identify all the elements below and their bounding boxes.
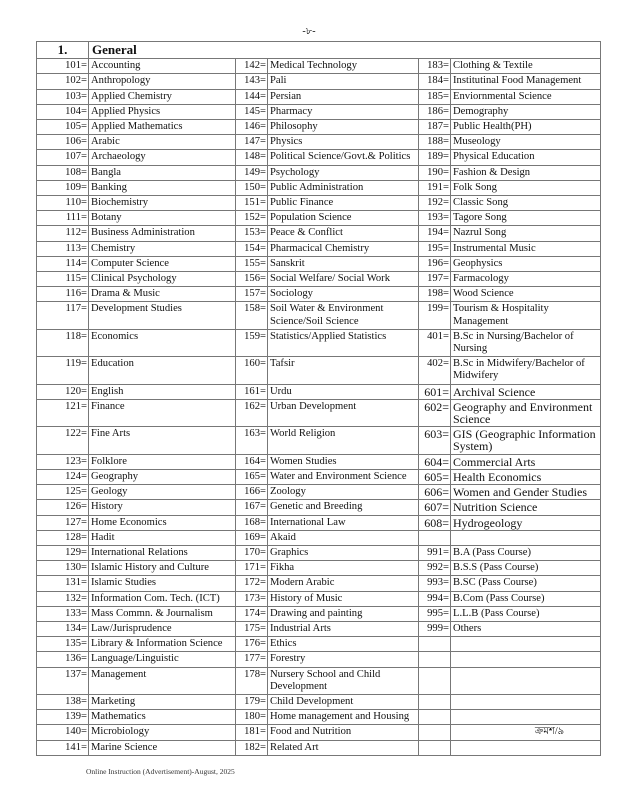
table-row [37,561,601,576]
subject-name [451,710,601,725]
subject-code: 167= [236,500,268,515]
subject-name: Information Com. Tech. (ICT) [89,591,236,606]
subject-name: Physical Education [451,150,601,165]
subject-code: 153= [236,226,268,241]
subject-code: 109= [37,180,89,195]
table-row [37,74,601,89]
table-row [37,226,601,241]
subject-code: 148= [236,150,268,165]
subject-code: 102= [37,74,89,89]
table-row [37,59,601,74]
subject-name: Psychology [268,165,419,180]
subject-code: 188= [419,135,451,150]
subject-code: 162= [236,399,268,426]
subject-name: Public Finance [268,196,419,211]
section-title: General [89,42,601,59]
table-row [37,485,601,500]
subject-name: Development Studies [89,302,236,329]
subject-code: 152= [236,211,268,226]
subject-name: GIS (Geographic Information System) [451,427,601,454]
table-row [37,725,601,740]
subject-name: B.SC (Pass Course) [451,576,601,591]
table-row [37,89,601,104]
subject-name: Accounting [89,59,236,74]
subject-code: 193= [419,211,451,226]
subject-code: 104= [37,104,89,119]
subject-code: 169= [236,530,268,545]
subject-code: 197= [419,272,451,287]
table-row [37,302,601,329]
subject-name: Genetic and Breeding [268,500,419,515]
subject-name: Graphics [268,545,419,560]
subject-name: Medical Technology [268,59,419,74]
subject-name: Sanskrit [268,256,419,271]
subject-name: Instrumental Music [451,241,601,256]
subject-name: Related Art [268,740,419,755]
subject-name: International Law [268,515,419,530]
subject-code: 142= [236,59,268,74]
table-row [37,576,601,591]
table-row [37,256,601,271]
subject-code: 992= [419,561,451,576]
subject-code: 135= [37,637,89,652]
subject-name: Anthropology [89,74,236,89]
subject-name: Hydrogeology [451,515,601,530]
subject-code: 127= [37,515,89,530]
subject-code: 164= [236,454,268,469]
subject-code: 120= [37,384,89,399]
subject-code: 194= [419,226,451,241]
subject-name: Health Economics [451,469,601,484]
subject-name: Biochemistry [89,196,236,211]
subject-code: 174= [236,606,268,621]
table-row [37,180,601,195]
table-row [37,357,601,384]
subject-code: 604= [419,454,451,469]
subject-code [419,710,451,725]
subject-code [419,740,451,755]
subject-name: Library & Information Science [89,637,236,652]
subject-code: 108= [37,165,89,180]
subject-code: 605= [419,469,451,484]
subject-code: 137= [37,667,89,694]
table-row [37,621,601,636]
subject-code: 119= [37,357,89,384]
table-row [37,399,601,426]
subject-name: Demography [451,104,601,119]
subject-name: Urdu [268,384,419,399]
subject-name [451,637,601,652]
subject-code: 186= [419,104,451,119]
subject-code: 602= [419,399,451,426]
subject-name: Applied Mathematics [89,120,236,135]
subject-code: 182= [236,740,268,755]
subject-code: 177= [236,652,268,667]
subject-code: 111= [37,211,89,226]
subject-code: 154= [236,241,268,256]
subject-name: Archaeology [89,150,236,165]
subject-name: Microbiology [89,725,236,740]
subject-name: Marketing [89,694,236,709]
subject-code: 999= [419,621,451,636]
subject-code: 198= [419,287,451,302]
subject-name: English [89,384,236,399]
subject-code: 103= [37,89,89,104]
subject-code: 133= [37,606,89,621]
subject-name: Nursery School and Child Development [268,667,419,694]
subject-name: Sociology [268,287,419,302]
subject-name: Geography and Environment Science [451,399,601,426]
subject-name: Social Welfare/ Social Work [268,272,419,287]
subject-name: Geography [89,469,236,484]
subject-code: 178= [236,667,268,694]
table-row [37,637,601,652]
subject-name: Management [89,667,236,694]
subject-code [419,725,451,740]
subject-code: 146= [236,120,268,135]
subject-name: Drama & Music [89,287,236,302]
subject-code: 155= [236,256,268,271]
subject-code: 173= [236,591,268,606]
subject-name: B.A (Pass Course) [451,545,601,560]
subject-name: Women and Gender Studies [451,485,601,500]
subject-code: 147= [236,135,268,150]
subject-code: 115= [37,272,89,287]
subject-name: History of Music [268,591,419,606]
subject-code: 991= [419,545,451,560]
subject-name: Modern Arabic [268,576,419,591]
table-row [37,287,601,302]
subject-code: 122= [37,427,89,454]
subject-code: 183= [419,59,451,74]
subject-name [451,725,601,740]
table-row [37,211,601,226]
subject-code: 168= [236,515,268,530]
subject-name: Pharmacy [268,104,419,119]
subject-name: Drawing and painting [268,606,419,621]
subject-code: 195= [419,241,451,256]
table-row [37,272,601,287]
subject-code: 993= [419,576,451,591]
subject-name: Geology [89,485,236,500]
subject-name: Finance [89,399,236,426]
subject-name: Home Economics [89,515,236,530]
subject-name: B.S.S (Pass Course) [451,561,601,576]
subject-code: 113= [37,241,89,256]
subject-code: 163= [236,427,268,454]
table-row [37,469,601,484]
subject-name: Tafsir [268,357,419,384]
subject-code [419,652,451,667]
subject-name: Marine Science [89,740,236,755]
subject-code: 116= [37,287,89,302]
subject-name: Nazrul Song [451,226,601,241]
subject-code: 156= [236,272,268,287]
subject-name: Public Administration [268,180,419,195]
subject-name: B.Sc in Nursing/Bachelor of Nursing [451,329,601,356]
section-number: 1. [37,42,89,59]
subject-code: 172= [236,576,268,591]
subject-code: 144= [236,89,268,104]
subject-name [451,652,601,667]
subject-name: Archival Science [451,384,601,399]
subject-name: Folklore [89,454,236,469]
table-row [37,135,601,150]
subject-name: Statistics/Applied Statistics [268,329,419,356]
subject-code: 128= [37,530,89,545]
subject-name: Education [89,357,236,384]
table-row [37,241,601,256]
subject-name: International Relations [89,545,236,560]
subject-code: 402= [419,357,451,384]
subject-name: Clinical Psychology [89,272,236,287]
subject-name: Museology [451,135,601,150]
subject-name: Islamic History and Culture [89,561,236,576]
subject-code: 157= [236,287,268,302]
subject-name: Fine Arts [89,427,236,454]
subject-name: Fashion & Design [451,165,601,180]
table-row [37,591,601,606]
subject-code: 176= [236,637,268,652]
subject-name: Law/Jurisprudence [89,621,236,636]
table-row [37,515,601,530]
subject-name: Women Studies [268,454,419,469]
subject-code: 129= [37,545,89,560]
subject-name: Institutinal Food Management [451,74,601,89]
subject-code: 138= [37,694,89,709]
subject-name: Nutrition Science [451,500,601,515]
subject-name: Hadit [89,530,236,545]
table-row [37,500,601,515]
subject-code: 141= [37,740,89,755]
subject-code: 184= [419,74,451,89]
subject-name: Bangla [89,165,236,180]
subject-name: Public Health(PH) [451,120,601,135]
subject-code: 151= [236,196,268,211]
table-row [37,545,601,560]
subject-code: 139= [37,710,89,725]
subject-name: Folk Song [451,180,601,195]
table-row [37,606,601,621]
subject-name: Banking [89,180,236,195]
subject-name: Population Science [268,211,419,226]
subject-code: 601= [419,384,451,399]
subject-code: 150= [236,180,268,195]
subject-code: 994= [419,591,451,606]
subject-code: 134= [37,621,89,636]
subject-code: 401= [419,329,451,356]
subject-code: 126= [37,500,89,515]
table-row [37,652,601,667]
subject-code: 131= [37,576,89,591]
subject-code: 185= [419,89,451,104]
table-row [37,530,601,545]
subject-name: B.Sc in Midwifery/Bachelor of Midwifery [451,357,601,384]
subject-name: Zoology [268,485,419,500]
subject-name [451,667,601,694]
subject-name: Political Science/Govt.& Politics [268,150,419,165]
subject-name: Botany [89,211,236,226]
subject-code: 118= [37,329,89,356]
subject-name: Peace & Conflict [268,226,419,241]
subject-name: Forestry [268,652,419,667]
subject-name: Enviornmental Science [451,89,601,104]
table-row [37,150,601,165]
table-row [37,196,601,211]
subject-name: Business Administration [89,226,236,241]
subject-name: Tagore Song [451,211,601,226]
subject-code: 114= [37,256,89,271]
footer-text: Online Instruction (Advertisement)-August, 2025 [86,767,235,776]
subject-name: B.Com (Pass Course) [451,591,601,606]
subject-name: Physics [268,135,419,150]
subject-code: 132= [37,591,89,606]
table-row [37,740,601,755]
subject-code: 606= [419,485,451,500]
subject-name: Mathematics [89,710,236,725]
subject-code: 607= [419,500,451,515]
subject-name: Geophysics [451,256,601,271]
subject-code: 124= [37,469,89,484]
table-row [37,165,601,180]
subject-name: Others [451,621,601,636]
subject-name: Farmacology [451,272,601,287]
subject-name: Applied Chemistry [89,89,236,104]
subject-code: 136= [37,652,89,667]
subject-name: Applied Physics [89,104,236,119]
subject-name: Commercial Arts [451,454,601,469]
subject-name: World Religion [268,427,419,454]
subject-name: Arabic [89,135,236,150]
subject-name: Akaid [268,530,419,545]
subject-name: History [89,500,236,515]
subject-code: 199= [419,302,451,329]
subject-code: 106= [37,135,89,150]
subject-name: Industrial Arts [268,621,419,636]
subject-name: Mass Commn. & Journalism [89,606,236,621]
page-number: -৮- [302,26,316,37]
subject-code: 117= [37,302,89,329]
table-row [37,710,601,725]
subject-name [451,694,601,709]
subject-name: Clothing & Textile [451,59,601,74]
subject-name: L.L.B (Pass Course) [451,606,601,621]
table-row [37,667,601,694]
section-header-row [37,42,601,59]
subject-code: 107= [37,150,89,165]
subject-code: 112= [37,226,89,241]
subject-code [419,694,451,709]
subject-name: Classic Song [451,196,601,211]
subject-code [419,530,451,545]
subject-code: 166= [236,485,268,500]
table-row [37,694,601,709]
subject-code: 179= [236,694,268,709]
subject-code: 175= [236,621,268,636]
subject-name: Persian [268,89,419,104]
subject-name: Fikha [268,561,419,576]
subject-code: 143= [236,74,268,89]
subject-name: Home management and Housing [268,710,419,725]
subject-code: 190= [419,165,451,180]
subject-name: Water and Environment Science [268,469,419,484]
table-row [37,329,601,356]
subject-name: Food and Nutrition [268,725,419,740]
subject-code: 171= [236,561,268,576]
subject-code: 145= [236,104,268,119]
subject-code: 187= [419,120,451,135]
subject-code: 196= [419,256,451,271]
subject-code: 191= [419,180,451,195]
subject-code: 159= [236,329,268,356]
subject-code: 158= [236,302,268,329]
subject-name: Child Development [268,694,419,709]
table-row [37,384,601,399]
subject-name: Wood Science [451,287,601,302]
subject-code: 180= [236,710,268,725]
table-row [37,104,601,119]
subject-name: Philosophy [268,120,419,135]
subject-name: Pali [268,74,419,89]
table-row [37,427,601,454]
subject-name: Pharmacical Chemistry [268,241,419,256]
subject-code: 101= [37,59,89,74]
subject-name: Islamic Studies [89,576,236,591]
table-row [37,454,601,469]
subject-code: 995= [419,606,451,621]
subject-code: 608= [419,515,451,530]
subject-name [451,530,601,545]
subject-code-table [36,41,601,756]
continued-note: ক্রমশ/৯ [535,726,565,737]
subject-code: 105= [37,120,89,135]
subject-name: Economics [89,329,236,356]
subject-code: 165= [236,469,268,484]
subject-code: 121= [37,399,89,426]
subject-code [419,637,451,652]
subject-code: 603= [419,427,451,454]
subject-name: Chemistry [89,241,236,256]
subject-name: Urban Development [268,399,419,426]
subject-code: 130= [37,561,89,576]
subject-code: 125= [37,485,89,500]
subject-code: 160= [236,357,268,384]
subject-code: 161= [236,384,268,399]
subject-code: 123= [37,454,89,469]
subject-code: 181= [236,725,268,740]
subject-code: 149= [236,165,268,180]
subject-code: 170= [236,545,268,560]
subject-name [451,740,601,755]
subject-code [419,667,451,694]
subject-name: Computer Science [89,256,236,271]
subject-code: 110= [37,196,89,211]
subject-name: Ethics [268,637,419,652]
subject-name: Language/Linguistic [89,652,236,667]
subject-code: 140= [37,725,89,740]
subject-name: Tourism & Hospitality Management [451,302,601,329]
subject-code: 192= [419,196,451,211]
subject-name: Soil Water & Environment Science/Soil Science [268,302,419,329]
subject-code: 189= [419,150,451,165]
table-row [37,120,601,135]
